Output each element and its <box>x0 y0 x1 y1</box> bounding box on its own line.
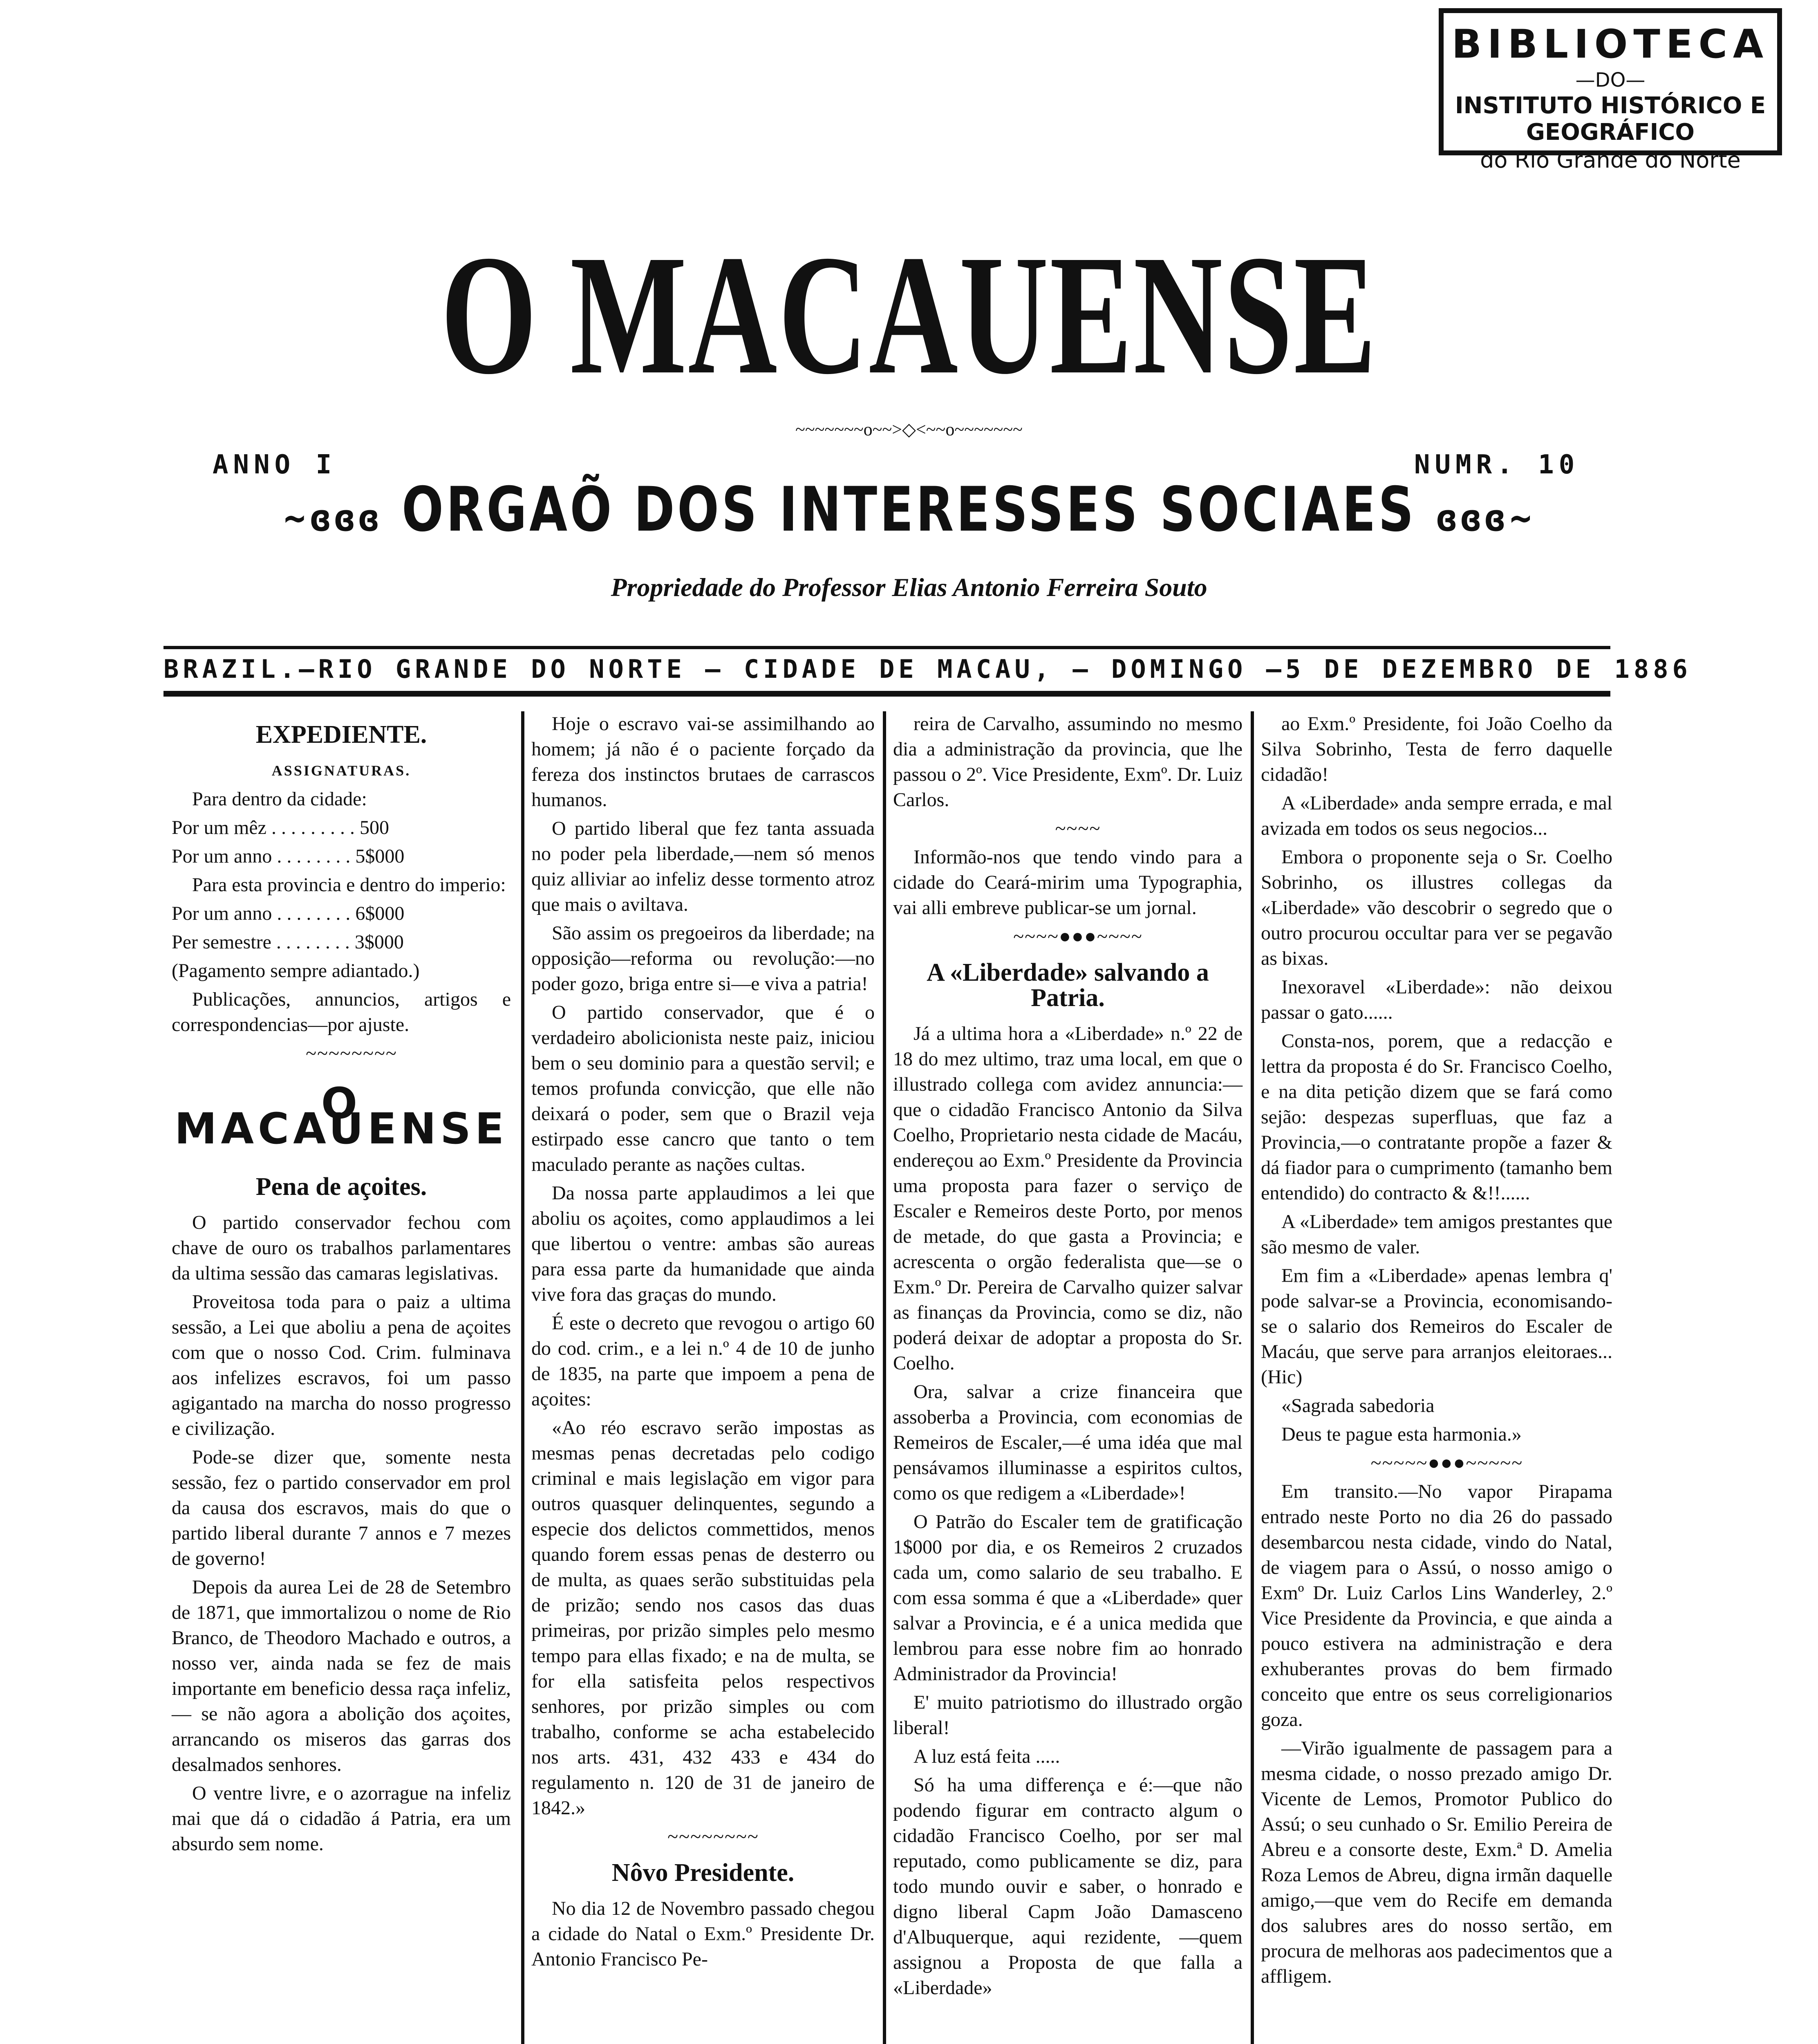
price-line: Por um anno . . . . . . . . 5$000 <box>172 845 405 867</box>
column-3 <box>893 711 1243 2004</box>
price-line: Por um mêz . . . . . . . . . 500 <box>172 817 389 838</box>
bottom-rule <box>163 691 1610 697</box>
text-block: Proveitosa toda para o paiz a ultima sessão, a Lei que aboliu a pena de açoites com que o nosso Cod. Crim. fulminava aos infelizes escravos, foi um passo agigantado na marcha do nosso progresso e civilização. <box>172 1291 511 1439</box>
column-rule-2 <box>883 711 886 2044</box>
text-block: Já a ultima hora a «Liberdade» n.º 22 de 18 do mez ultimo, traz uma local, em que o illustrado collega com avidez annuncia:—que o cidadão Francisco Antonio da Silva Coelho, Proprietario nesta cidade de Macáu, endereçou ao Exm.º Presidente da Provincia uma proposta para fazer o serviço de Escaler e Remeiros deste Porto, por menos de metade, do que gasta a Provincia; e acrescenta o orgão federalista que—se o Exm.º Dr. Pereira de Carvalho quizer salvar as finanças da Provincia, como se diz, não poderá deixar de adoptar a proposta do Sr. Coelho. <box>893 1023 1243 1374</box>
text-block: Deus te pague esta harmonia.» <box>1281 1423 1522 1445</box>
text-block: O partido conservador fechou com chave de ouro os trabalhos parlamentares da ultima sessão das camaras legislativas. <box>172 1212 511 1284</box>
text-block: No dia 12 de Novembro passado chegou a cidade do Natal o Exm.º Presidente Dr. Antonio Francisco Pe- <box>531 1898 875 1970</box>
stamp-line-1: BIBLIOTECA <box>1451 21 1769 67</box>
text-block: Publicações, annuncios, artigos e correspondencias—por ajuste. <box>172 988 511 1035</box>
text-block: O Patrão do Escaler tem de gratificação 1$000 por dia, e os Remeiros 2 cruzados cada um, como salario de seu trabalho. E com essa somma é que a «Liberdade» quer salvar a Provincia, e é a unica medida que lembrou para esse nobre fim ao honrado Administrador da Provincia! <box>893 1511 1243 1685</box>
text-block: O partido conservador, que é o verdadeiro abolicionista neste paiz, iniciou bem o seu dominio para a questão servil; e temos profunda convicção, que elle não deixará o poder, sem que o Brazil veja estirpado esse cancro que tanto o tem maculado perante as nações cultas. <box>531 1002 875 1175</box>
text-block: Só ha uma differença e é:—que não podendo figurar em contracto algum o cidadão Francisco Coelho, por ser mal reputado, como publicamente se diz, para todo mundo ouvir e saber, o honrado e digno liberal Capm João Damasceno d'Albuquerque, aqui rezidente, —quem assignou a Proposta de que falla a «Liberdade» <box>893 1774 1243 1999</box>
text-block: A «Liberdade» tem amigos prestantes que são mesmo de valer. <box>1261 1211 1612 1258</box>
text-block: Pode-se dizer que, somente nesta sessão, fez o partido conservador em prol da causa dos escravos, mais do que o partido liberal durante 7 annos e 7 mezes de governo! <box>172 1446 511 1569</box>
text-block: Da nossa parte applaudimos a lei que aboliu os açoites, como applaudimos a lei que libertou o ventre: ambas são aureas para essa parte da humanidade que ainda vive fora das graças do mundo. <box>531 1182 875 1305</box>
issue-number: NUMR. 10 <box>1414 450 1580 480</box>
stamp-line-4: do Rio Grande do Norte <box>1480 147 1741 173</box>
text-block: Consta-nos, porem, que a redacção e lettra da proposta é do Sr. Francisco Coelho, e na dita petição dizem que se fará como sejão: despezas superfluas, que faz a Provincia,—o contratante propõe a fazer & dá fiador para o cumprimento (tamanho bem entendido) do contracto & &!!...... <box>1261 1030 1612 1204</box>
text-block: ao Exm.º Presidente, foi João Coelho da Silva Sobrinho, Testa de ferro daquelle cidadão! <box>1261 713 1612 785</box>
text-block: São assim os pregoeiros da liberdade; na opposição—reforma ou revolução:—no poder gozo, briga entre si—e viva a patria! <box>531 922 875 995</box>
text-block: Depois da aurea Lei de 28 de Setembro de 1871, que immortalizou o nome de Rio Branco, de Theodoro Machado e outros, a nosso ver, ainda nada se fez de mais importante em beneficio dessa raça infeliz, — se não agora a abolição dos açoites, arrancando os miseros das garras dos desalmados senhores. <box>172 1576 511 1775</box>
column-rule-1 <box>521 711 524 2044</box>
text-block: «Ao réo escravo serão impostas as mesmas penas decretadas pelo codigo criminal e mais legislação em vigor para outros quasquer delinquentes, segundo a especie dos delictos commettidos, menos quando forem essas penas de desterro ou de multa, as quaes serão substituidas pela de prizão; sendo nos casos das duas primeiras, por prizão simples pelo mesmo tempo para ellas fixado; e na de multa, se for ella satisfeita pelos respectivos senhores, por prizão simples ou com trabalho, conforme se acha estabelecido nos arts. 431, 432 433 e 434 do regulamento n. 120 de 31 de janeiro de 1842.» <box>531 1417 875 1819</box>
expediente-heading: EXPEDIENTE. <box>255 721 427 749</box>
stamp-line-2: —DO— <box>1575 69 1646 92</box>
text-block: reira de Carvalho, assumindo no mesmo dia a administração da provincia, que lhe passou o 2º. Vice Presidente, Exmº. Dr. Luiz Carlos. <box>893 713 1243 811</box>
text-block: Inexoravel «Liberdade»: não deixou passar o gato...... <box>1261 976 1612 1023</box>
column-rule-3 <box>1251 711 1254 2044</box>
section-divider: ~~~~~~~~ <box>667 1826 759 1847</box>
text-block: E' muito patriotismo do illustrado orgão liberal! <box>893 1692 1243 1739</box>
section-title: O MACAUENSE <box>174 1078 508 1154</box>
text-block: —Virão igualmente de passagem para a mesma cidade, o nosso prezado amigo Dr. Vicente de Lemos, Promotor Publico do Assú; o seu cunhado o Sr. Emilio Pereira de Abreu e a consorte deste, Exm.ª D. Amelia Roza Lemos de Abreu, digna irmãn daquelle amigo,—que vem do Recife em demanda dos salubres ares do nosso sertão, em procura de melhoras aos padecimentos que a affligem. <box>1261 1737 1612 1987</box>
section-divider: ~~~~~~~~ <box>306 1042 397 1064</box>
subtitle-right-ornament: ɞɞɞ~ <box>1436 497 1536 540</box>
library-stamp <box>1439 8 1782 173</box>
text-block: «Sagrada sabedoria <box>1281 1395 1435 1416</box>
column-2 <box>531 711 875 1975</box>
text-block: Embora o proponente seja o Sr. Coelho Sobrinho, os illustres collegas da «Liberdade» vão descobrir o segredo que o outro procurou occultar para ver se pegavão as bixas. <box>1261 846 1612 969</box>
text-block: Para dentro da cidade: <box>192 788 367 810</box>
section-divider: ~~~~~●●●~~~~~ <box>1370 1452 1523 1474</box>
text-block: A luz está feita ..... <box>913 1746 1060 1767</box>
price-line: Por um anno . . . . . . . . 6$000 <box>172 903 405 924</box>
text-block: Para esta provincia e dentro do imperio: <box>192 874 506 896</box>
newspaper-subtitle <box>182 474 1636 545</box>
subtitle-text: ORGAÕ DOS INTERESSES SOCIAES <box>402 474 1416 545</box>
assignaturas-subheading: ASSIGNATURAS. <box>271 762 411 779</box>
text-block: Hoje o escravo vai-se assimilhando ao homem; já não é o paciente forçado da fereza dos instinctos brutaes de carrascos humanos. <box>531 713 875 811</box>
proprietor-line: Propriedade do Professor Elias Antonio Ferreira Souto <box>611 573 1207 602</box>
stamp-line-3: INSTITUTO HISTÓRICO E GEOGRÁFICO <box>1455 92 1766 146</box>
text-block: A «Liberdade» anda sempre errada, e mal avizada em todos os seus negocios... <box>1261 792 1612 839</box>
text-block: Em transito.—No vapor Pirapama entrado neste Porto no dia 26 do passado desembarcou nesta cidade, vindo do Natal, de viagem para o Assú, o nosso amigo o Exmº Dr. Luiz Carlos Lins Wanderley, 2.º Vice Presidente da Provincia, e que ainda a pouco estivera na administração e dera exhuberantes provas do bem firmado conceito que entre os seus correligionarios goza. <box>1261 1481 1612 1730</box>
top-rule <box>163 646 1610 649</box>
price-line: (Pagamento sempre adiantado.) <box>172 960 420 982</box>
article-heading: Pena de açoites. <box>255 1173 427 1201</box>
text-block: Informão-nos que tendo vindo para a cidade do Ceará-mirim uma Typographia, vai alli embreve publicar-se um jornal. <box>893 846 1243 919</box>
subtitle-left-ornament: ~ɞɞɞ <box>282 497 382 540</box>
text-block: Em fim a «Liberdade» apenas lembra q' pode salvar-se a Provincia, economisando-se o salario dos Remeiros do Escaler de Macáu, que serve para arranjos eleitoraes...(Hic) <box>1261 1265 1612 1388</box>
masthead-ornament: ~~~~~~~o~~>◇<~~o~~~~~~~ <box>795 419 1023 439</box>
text-block: Ora, salvar a crize financeira que assoberba a Provincia, com economias de Remeiros de Escaler,—é uma idéa que mal pensávamos illuminasse a espiritos cultos, como os que redigem a «Liberdade»! <box>893 1381 1243 1504</box>
article-heading: A «Liberdade» salvando a Patria. <box>927 959 1209 1012</box>
section-divider: ~~~~ <box>1055 818 1101 839</box>
dateline: BRAZIL.—RIO GRANDE DO NORTE — CIDADE DE MACAU, — DOMINGO —5 DE DEZEMBRO DE 1886 <box>163 654 1692 684</box>
article-heading: Nôvo Presidente. <box>611 1859 795 1887</box>
section-divider: ~~~~●●●~~~~ <box>1013 926 1143 947</box>
text-block: O partido liberal que fez tanta assuada no poder pela liberdade,—nem só menos quiz alliviar ao infeliz desse tormento atroz que mais o aviltava. <box>531 818 875 915</box>
text-block: O ventre livre, e o azorrague na infeliz mai que dá o cidadão á Patria, era um absurdo sem nome. <box>172 1782 511 1855</box>
newspaper-title: O MACAUENSE <box>441 220 1377 410</box>
column-4 <box>1261 711 1612 1992</box>
column-1 <box>172 711 511 1860</box>
text-block: É este o decreto que revogou o artigo 60 do cod. crim., e a lei n.º 4 de 10 de junho de 1835, na parte que impoem a pena de açoites: <box>531 1312 875 1410</box>
issue-year: ANNO I <box>213 450 337 480</box>
price-line: Per semestre . . . . . . . . 3$000 <box>172 931 404 953</box>
